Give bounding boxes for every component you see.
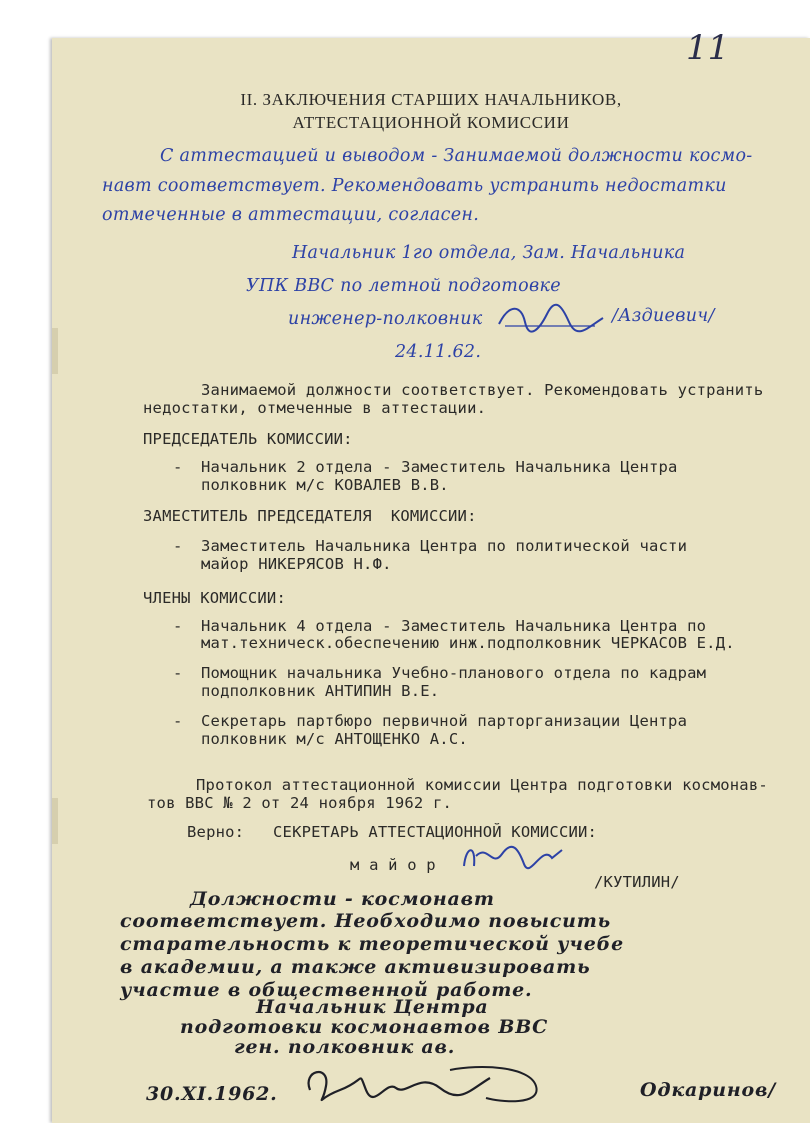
members-heading: ЧЛЕНЫ КОМИССИИ: bbox=[143, 589, 286, 607]
handwritten-line: С аттестацией и выводом - Занимаемой должности космо- bbox=[160, 146, 753, 166]
handwritten-line: в академии, а также активизировать bbox=[120, 956, 591, 978]
list-bullet: - bbox=[173, 537, 183, 555]
list-bullet: - bbox=[173, 458, 183, 476]
secretary-signature bbox=[458, 838, 568, 874]
verification-label: Верно: bbox=[187, 823, 245, 841]
verification-name: /КУТИЛИН/ bbox=[594, 873, 680, 891]
deputy-heading: ЗАМЕСТИТЕЛЬ ПРЕДСЕДАТЕЛЯ КОМИССИИ: bbox=[143, 507, 477, 525]
deputy-line: Заместитель Начальника Центра по политической части bbox=[201, 537, 688, 555]
protocol-line: Протокол аттестационной комиссии Центра подготовки космонав- bbox=[196, 776, 768, 794]
member-line: Секретарь партбюро первичной парторганизации Центра bbox=[201, 712, 688, 730]
handwritten-date: 24.11.62. bbox=[395, 342, 482, 362]
handwritten-signature-line: подготовки космонавтов ВВС bbox=[180, 1016, 548, 1038]
handwritten-signature-line: Начальник 1го отдела, Зам. Начальника bbox=[292, 243, 686, 263]
handwritten-signatory: Одкаринов/ bbox=[640, 1079, 776, 1101]
commander-signature bbox=[300, 1060, 540, 1106]
list-bullet: - bbox=[173, 664, 183, 682]
verification-rank: м а й о р bbox=[350, 856, 436, 874]
member-line: подполковник АНТИПИН В.Е. bbox=[201, 682, 440, 700]
handwritten-date: 30.XI.1962. bbox=[146, 1083, 278, 1105]
handwritten-line: навт соответствует. Рекомендовать устранить недостатки bbox=[102, 176, 727, 196]
deputy-line: майор НИКЕРЯСОВ Н.Ф. bbox=[201, 555, 392, 573]
member-line: мат.техническ.обеспечению инж.подполковник ЧЕРКАСОВ Е.Д. bbox=[201, 634, 735, 652]
member-line: полковник м/с АНТОЩЕНКО А.С. bbox=[201, 730, 468, 748]
section-heading-line-2: АТТЕСТАЦИОННОЙ КОМИССИИ bbox=[292, 113, 570, 132]
conclusion-line: Занимаемой должности соответствует. Рекомендовать устранить bbox=[201, 381, 764, 399]
handwritten-signature-name: /Аздиевич/ bbox=[612, 306, 715, 326]
chairman-heading: ПРЕДСЕДАТЕЛЬ КОМИССИИ: bbox=[143, 430, 353, 448]
handwritten-line: Должности - космонавт bbox=[190, 888, 495, 910]
handwritten-signature-line: Начальник Центра bbox=[256, 996, 489, 1018]
protocol-line: тов ВВС № 2 от 24 ноября 1962 г. bbox=[147, 794, 453, 812]
member-line: Начальник 4 отдела - Заместитель Начальника Центра по bbox=[201, 617, 707, 635]
handwritten-line: соответствует. Необходимо повысить bbox=[120, 910, 611, 932]
page-number: 11 bbox=[686, 28, 730, 68]
signature-scribble bbox=[495, 300, 605, 334]
handwritten-signature-line: инженер-полковник bbox=[288, 309, 483, 329]
handwritten-signature-line: ген. полковник ав. bbox=[234, 1036, 456, 1058]
chairman-line: полковник м/с КОВАЛЕВ В.В. bbox=[201, 476, 449, 494]
list-bullet: - bbox=[173, 617, 183, 635]
list-bullet: - bbox=[173, 712, 183, 730]
handwritten-line: участие в общественной работе. bbox=[120, 979, 533, 1001]
handwritten-signature-line: УПК ВВС по летной подготовке bbox=[246, 276, 561, 296]
member-line: Помощник начальника Учебно-планового отдела по кадрам bbox=[201, 664, 707, 682]
handwritten-line: старательность к теоретической учебе bbox=[120, 933, 625, 955]
chairman-line: Начальник 2 отдела - Заместитель Начальника Центра bbox=[201, 458, 678, 476]
binding-mark bbox=[52, 328, 58, 374]
verification-role: СЕКРЕТАРЬ АТТЕСТАЦИОННОЙ КОМИССИИ: bbox=[273, 823, 598, 841]
binding-mark bbox=[52, 798, 58, 844]
handwritten-line: отмеченные в аттестации, согласен. bbox=[102, 205, 480, 225]
section-heading-line-1: II. ЗАКЛЮЧЕНИЯ СТАРШИХ НАЧАЛЬНИКОВ, bbox=[240, 90, 622, 109]
conclusion-line: недостатки, отмеченные в аттестации. bbox=[143, 399, 487, 417]
